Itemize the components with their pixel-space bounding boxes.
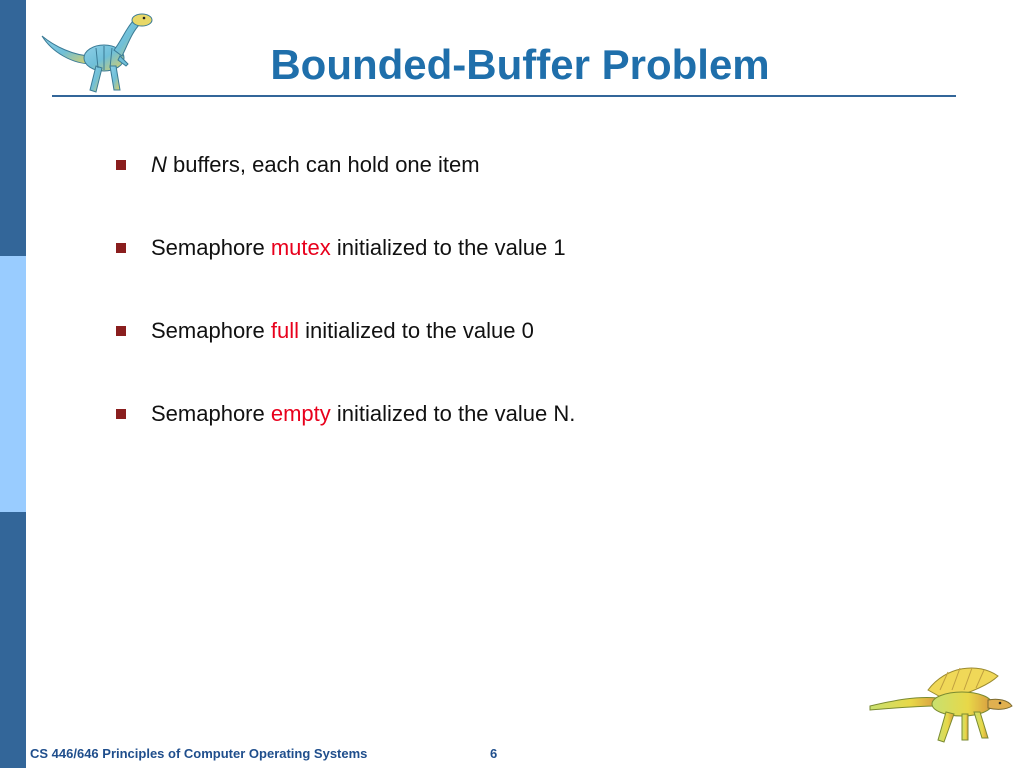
bullet-after: initialized to the value 1 [330, 235, 566, 260]
bullet-before: Semaphore [151, 235, 271, 260]
slide-title: Bounded-Buffer Problem [270, 41, 770, 88]
bullet-before: Semaphore [151, 318, 271, 343]
footer-course-title: CS 446/646 Principles of Computer Operating Systems [30, 746, 368, 761]
dinosaur-icon [34, 6, 158, 96]
sidebar-dark-bottom [0, 512, 26, 768]
title-divider [52, 95, 956, 97]
bullet-rest: buffers, each can hold one item [166, 152, 480, 177]
bullet-text [151, 150, 480, 180]
bullet-highlight: empty [270, 401, 331, 426]
bullet-highlight: full [270, 318, 299, 343]
bullet-text [151, 233, 566, 263]
square-bullet-icon [116, 243, 126, 253]
bullet-after: initialized to the value 0 [298, 318, 534, 343]
sidebar-dark-top [0, 0, 26, 256]
footer-page-number: 6 [490, 746, 498, 761]
bullet-before: Semaphore [151, 401, 271, 426]
square-bullet-icon [116, 160, 126, 170]
left-sidebar-bar [0, 0, 26, 768]
bullet-italic-n: N [151, 152, 167, 177]
bullet-after: initialized to the value N. [330, 401, 576, 426]
square-bullet-icon [116, 326, 126, 336]
square-bullet-icon [116, 409, 126, 419]
dinosaur-icon [866, 660, 1016, 744]
bullet-text [151, 399, 575, 429]
bullet-text [151, 316, 534, 346]
sidebar-light-middle [0, 256, 26, 512]
bullet-highlight: mutex [270, 235, 331, 260]
